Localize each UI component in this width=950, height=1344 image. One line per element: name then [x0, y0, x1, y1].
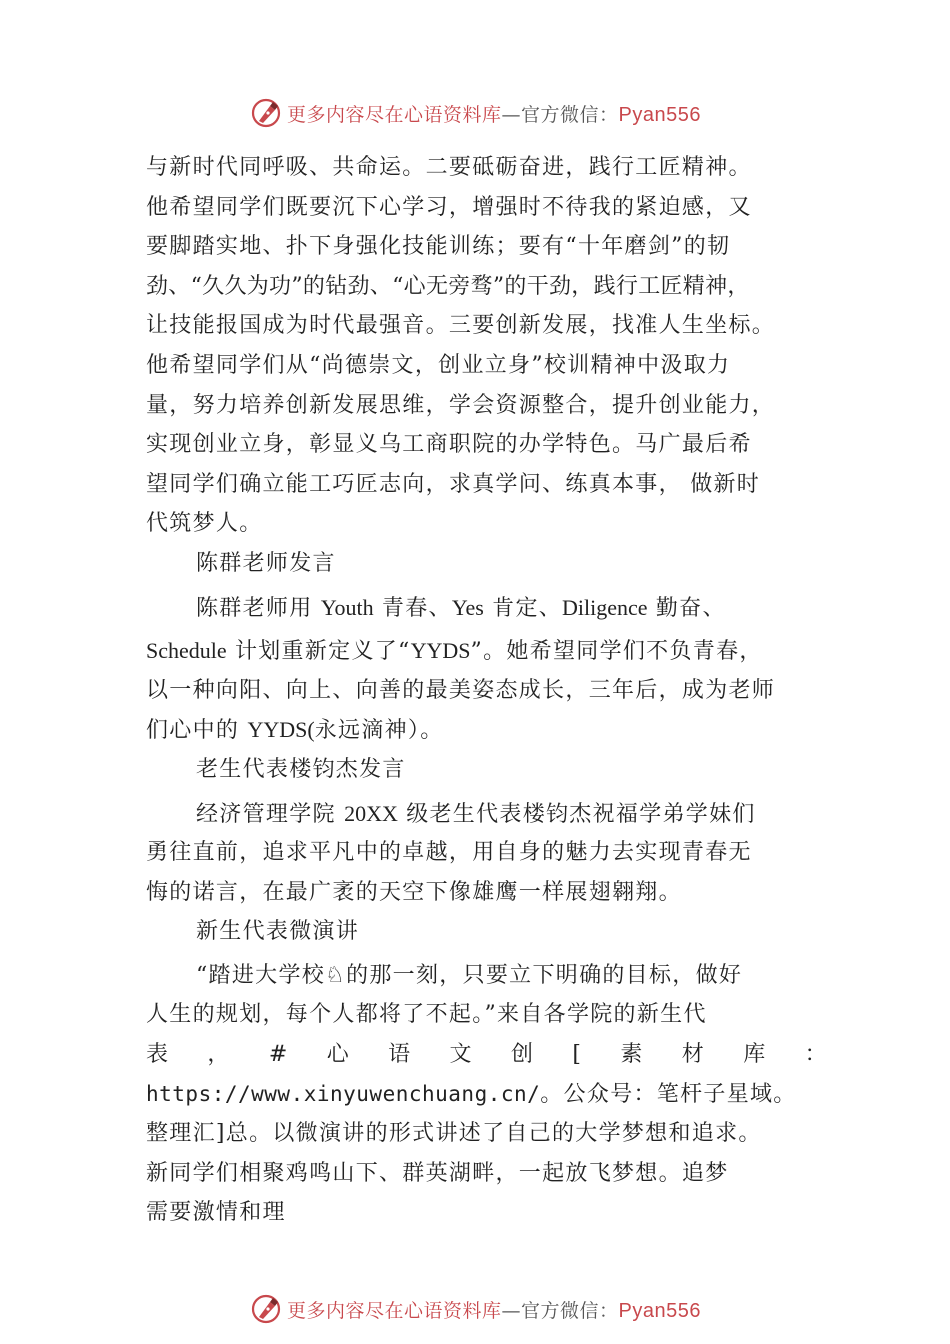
text-line-justified	[146, 1035, 828, 1075]
text-line: 人生的规划，每个人都将了不起。”来自各学院的新生代	[146, 1002, 707, 1028]
text-char: 语	[388, 1042, 412, 1068]
paragraph-1	[146, 148, 828, 544]
text-char: 文	[449, 1042, 473, 1068]
text-char: [	[572, 1042, 583, 1068]
text-line: 他希望同学们从“尚德崇文，创业立身”校训精神中汲取力	[146, 352, 731, 378]
footer-wechat-label: 官方微信：	[521, 1299, 619, 1322]
footer-dash: —	[501, 1299, 522, 1322]
text-line: 让技能报国成为时代最强音。三要创新发展，找准人生坐标。	[146, 313, 776, 339]
section-heading-senior: 老生代表楼钧杰发言	[196, 756, 406, 782]
text-char: ：	[804, 1042, 828, 1068]
text-line	[146, 588, 828, 628]
text-line: 整理汇]总。以微演讲的形式讲述了自己的大学梦想和追求。	[146, 1121, 762, 1147]
text-line	[146, 631, 828, 671]
text-line: 实现创业立身，彰显义乌工商职院的办学特色。马广最后希	[146, 432, 752, 458]
text-char: ，	[207, 1042, 231, 1068]
text-run-latin: YYDS	[410, 638, 471, 664]
text-run-latin: Schedule	[146, 638, 227, 664]
text-char: 素	[620, 1042, 644, 1068]
text-run: 计划重新定义了“	[234, 639, 411, 665]
text-line	[146, 710, 828, 750]
footer-wechat-id: Pyan556	[618, 1299, 701, 1322]
text-run-latin: Yes	[451, 594, 484, 620]
text-run: 经济管理学院	[196, 801, 336, 827]
text-run: 。公众号：笔杆子星域。	[540, 1081, 797, 1107]
header-brand: 更多内容尽在心语资料库	[287, 103, 502, 126]
pen-nib-logo-icon	[249, 1292, 283, 1326]
text-line: 新同学们相聚鸡鸣山下、群英湖畔，一起放飞梦想。追梦	[146, 1160, 729, 1186]
text-line	[146, 794, 828, 834]
text-run: 勤奋、	[655, 595, 726, 621]
text-run: ”。她希望同学们不负青春，	[470, 639, 763, 665]
text-run: 级老生代表楼钧杰祝福学弟学妹们	[406, 801, 756, 827]
source-url-text: https://www.xinyuwenchuang.cn/	[146, 1081, 541, 1106]
text-line: 劲、“久久为功”的钻劲、“心无旁骛”的干劲，践行工匠精神，	[146, 273, 750, 299]
text-line: “踏进大学校♘的那一刻，只要立下明确的目标，做好	[196, 962, 743, 988]
document-body	[146, 148, 828, 1233]
paragraph-4	[146, 956, 828, 1233]
text-line: 勇往直前，追求平凡中的卓越，用自身的魅力去实现青春无	[146, 840, 752, 866]
text-line: 要脚踏实地、扑下身强化技能训练；要有“十年磨剑”的韧	[146, 234, 731, 260]
text-line: 他希望同学们既要沉下心学习，增强时不待我的紧迫感，又	[146, 194, 752, 220]
text-run: 陈群老师用	[196, 595, 313, 621]
text-run: 青春、	[381, 595, 452, 621]
header-wechat-id: Pyan556	[618, 103, 701, 126]
text-line: 望同学们确立能工巧匠志向，求真学问、练真本事， 做新时	[146, 471, 761, 497]
text-line: 量，努力培养创新发展思维，学会资源整合，提升创业能力，	[146, 392, 776, 418]
text-run-latin: Youth	[320, 594, 374, 620]
header-wechat-label: 官方微信：	[521, 103, 619, 126]
text-char: 库	[743, 1042, 767, 1068]
paragraph-2	[146, 588, 828, 750]
text-line: 与新时代同呼吸、共命运。二要砥砺奋进，践行工匠精神。	[146, 155, 752, 180]
text-char: 创	[510, 1042, 535, 1068]
text-line: 以一种向阳、向上、向善的最美姿态成长，三年后，成为老师	[146, 677, 776, 703]
header-dash: —	[501, 103, 522, 126]
text-line: 悔的诺言，在最广袤的天空下像雄鹰一样展翅翱翔。	[146, 879, 682, 905]
footer-text	[287, 1296, 701, 1323]
footer-banner	[0, 1289, 950, 1329]
header-banner	[0, 93, 950, 133]
text-char: 表	[146, 1042, 170, 1068]
text-line	[146, 1075, 828, 1115]
pen-nib-logo-icon	[249, 96, 283, 130]
paragraph-3	[146, 794, 828, 913]
text-char: 心	[326, 1042, 350, 1068]
footer-brand: 更多内容尽在心语资料库	[287, 1299, 502, 1322]
text-line: 代筑梦人。	[146, 511, 263, 537]
text-run-latin: YYDS(	[247, 717, 315, 743]
text-char: #	[268, 1042, 289, 1068]
section-heading-freshman: 新生代表微演讲	[196, 919, 360, 945]
text-run-latin: Diligence	[562, 594, 648, 620]
text-run-latin: 20XX	[344, 800, 398, 826]
text-char: 材	[681, 1042, 706, 1068]
text-run: 们心中的	[146, 718, 240, 744]
text-run: 肯定、	[492, 595, 563, 621]
text-run: 永远滴神）。	[314, 718, 444, 744]
text-line: 需要激情和理	[146, 1200, 286, 1226]
section-heading-teacher: 陈群老师发言	[196, 550, 336, 576]
header-text	[287, 100, 701, 127]
